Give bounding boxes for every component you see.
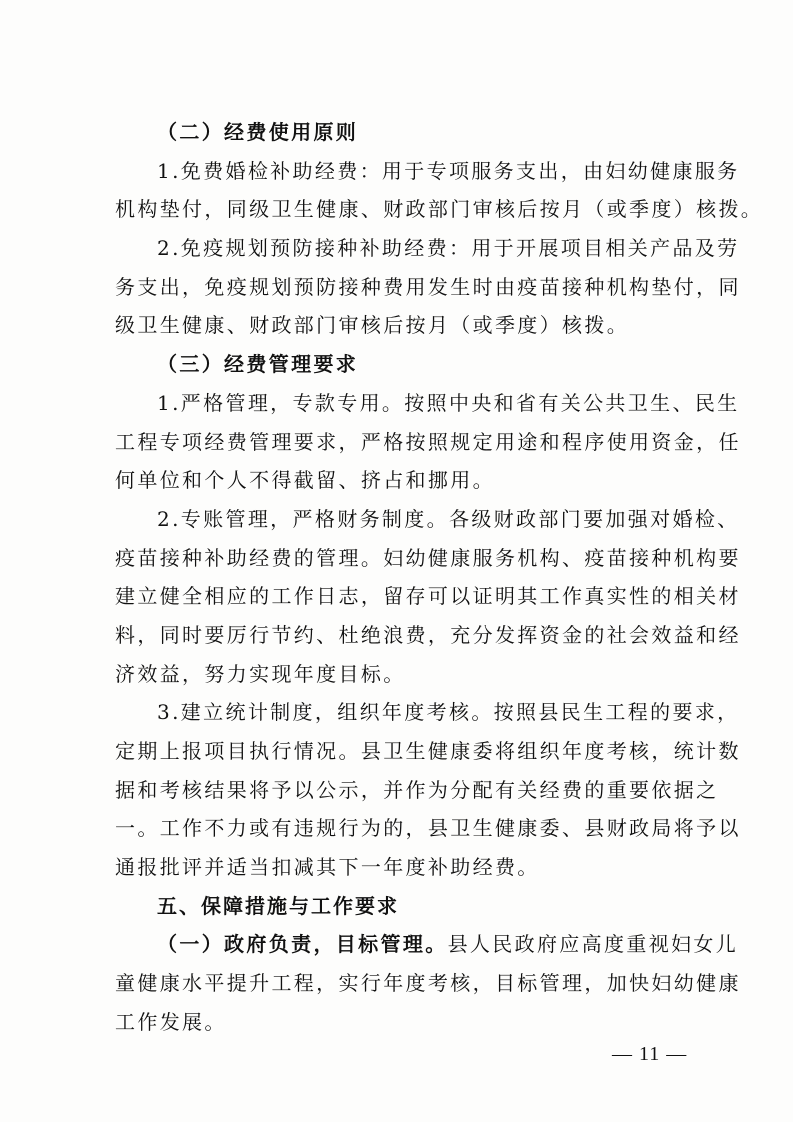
- paragraph-line: 1.严格管理，专款专用。按照中央和省有关公共卫生、民生: [157, 390, 740, 415]
- section-heading-safeguards: 五、保障措施与工作要求: [157, 893, 399, 918]
- paragraph-line: [115, 925, 739, 964]
- paragraph-line: 建立健全相应的工作日志，留存可以证明其工作真实性的相关材: [115, 584, 741, 609]
- paragraph-line: 1.免费婚检补助经费：用于专项服务支出，由妇幼健康服务: [157, 158, 740, 183]
- paragraph-line: 定期上报项目执行情况。县卫生健康委将组织年度考核，统计数: [115, 739, 741, 763]
- paragraph-line: 通报批评并适当扣减其下一年度补助经费。: [115, 855, 540, 880]
- paragraph-line: 工程专项经费管理要求，严格按照规定用途和程序使用资金，任: [115, 429, 741, 454]
- paragraph-line: 2.专账管理，严格财务制度。各级财政部门要加强对婚检、: [157, 506, 740, 531]
- paragraph-immunization-subsidy: [115, 229, 741, 345]
- paragraph-line: 童健康水平提升工程，实行年度考核，目标管理，加快妇幼健康: [115, 971, 741, 996]
- paragraph-account-management: [115, 500, 741, 693]
- paragraph-strict-management: [115, 384, 741, 500]
- section-subheading-funding-management: （三）经费管理要求: [157, 352, 359, 377]
- paragraph-line: 一。工作不力或有违规行为的，县卫生健康委、县财政局将予以: [115, 816, 741, 841]
- paragraph-line: 3.建立统计制度，组织年度考核。按照县民生工程的要求，: [157, 700, 740, 725]
- paragraph-line: 工作发展。: [115, 1009, 227, 1034]
- paragraph-line: 务支出，免疫规划预防接种费用发生时由疫苗接种机构垫付，同: [115, 274, 741, 299]
- document-body: [115, 113, 764, 1042]
- paragraph-lead-text: （一）政府负责，目标管理。: [157, 932, 448, 957]
- paragraph-government-responsibility: [115, 925, 741, 1041]
- paragraph-line: 据和考核结果将予以公示，并作为分配有关经费的重要依据之: [115, 777, 719, 802]
- paragraph-line-text: 县人民政府应高度重视妇女儿: [447, 932, 739, 957]
- paragraph-marriage-check-subsidy: [115, 152, 764, 229]
- page-number: — 11 —: [612, 1043, 688, 1065]
- paragraph-statistics-system: [115, 693, 741, 886]
- paragraph-line: 何单位和个人不得截留、挤占和挪用。: [115, 468, 495, 493]
- paragraph-line: 济效益，努力实现年度目标。: [115, 661, 406, 686]
- paragraph-line: 级卫生健康、财政部门审核后按月（或季度）核拨。: [115, 313, 630, 338]
- paragraph-line: 机构垫付，同级卫生健康、财政部门审核后按月（或季度）核拨。: [115, 197, 764, 222]
- section-subheading-funding-principles: （二）经费使用原则: [157, 120, 359, 144]
- paragraph-line: 疫苗接种补助经费的管理。妇幼健康服务机构、疫苗接种机构要: [115, 545, 741, 570]
- paragraph-line: 2.免疫规划预防接种补助经费：用于开展项目相关产品及劳: [157, 236, 740, 261]
- paragraph-line: 料，同时要厉行节约、杜绝浪费，充分发挥资金的社会效益和经: [115, 622, 741, 647]
